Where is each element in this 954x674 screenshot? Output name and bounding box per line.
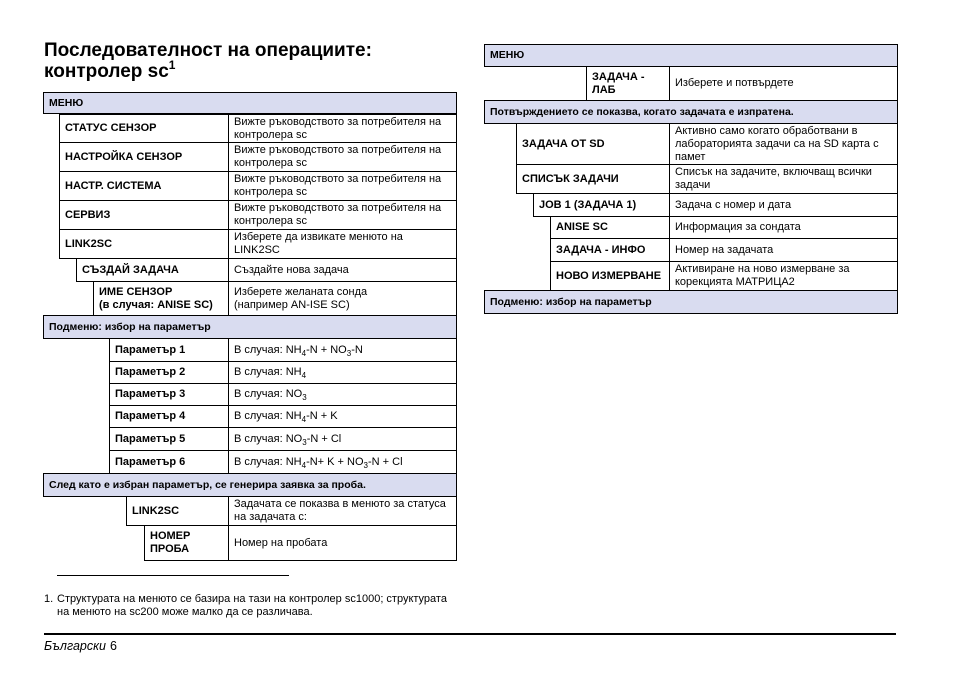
footnote-number: 1. <box>44 593 54 605</box>
new-measurement-desc: Активиране на ново измерване за корекцията МАТРИЦА2 <box>669 261 898 291</box>
menu-desc-sensor-setup: Вижте ръководството за потребителя на контролера sc <box>228 142 457 172</box>
confirm-header: Потвърждението се показва, когато задачата е изпратена. <box>484 100 898 124</box>
menu-item-link2sc: LINK2SC <box>59 229 229 259</box>
page-footer <box>44 639 117 653</box>
task-info-desc: Номер на задачата <box>669 238 898 262</box>
param-3-value: В случая: $NO_3$ <box>228 383 457 406</box>
footer-language: Български <box>44 639 106 653</box>
footer-rule <box>44 633 896 635</box>
task-list-label: СПИСЪК ЗАДАЧИ <box>516 164 670 194</box>
menu-header: МЕНЮ <box>43 92 457 114</box>
anise-label: ANISE SC <box>550 216 670 239</box>
menu-desc-link2sc: Изберете да извикате менюто на LINK2SC <box>228 229 457 259</box>
right-menu-header: МЕНЮ <box>484 44 898 67</box>
task-sd-desc: Активно само когато обработвани в лабораторията задачи са на SD карта с памет <box>669 123 898 165</box>
link2sc-desc: Задачата се показва в менюто за статуса на задачата с: <box>228 496 457 526</box>
menu-desc-sensor-status: Вижте ръководството за потребителя на контролера sc <box>228 114 457 143</box>
after-selection-header: След като е избран параметър, се генерира заявка за проба. <box>43 473 457 497</box>
param-1-label: Параметър 1 <box>109 338 229 362</box>
page-title: Последователност на операциите: контролер $sc^1$ <box>44 40 372 82</box>
right-submenu-header: Подменю: избор на параметър <box>484 290 898 314</box>
param-6-label: Параметър 6 <box>109 450 229 474</box>
lab-task-desc: Изберете и потвърдете <box>669 66 898 101</box>
job1-label: JOB 1 (ЗАДАЧА 1) <box>533 193 670 217</box>
menu-item-sensor-setup: НАСТРОЙКА СЕНЗОР <box>59 142 229 172</box>
param-1-value: В случая: $NH_4-N + NO_3-N$ <box>228 338 457 362</box>
footnote-rule <box>57 575 289 576</box>
param-4-value: В случая: $NH_4-N + K$ <box>228 405 457 428</box>
param-5-label: Параметър 5 <box>109 427 229 451</box>
sample-number-label: НОМЕР ПРОБА <box>144 525 229 561</box>
menu-item-system-setup: НАСТР. СИСТЕМА <box>59 171 229 201</box>
param-2-label: Параметър 2 <box>109 361 229 384</box>
job1-desc: Задача с номер и дата <box>669 193 898 217</box>
menu-desc-sensor-name: Изберете желаната сонда (например AN-ISE SC) <box>228 281 457 316</box>
param-2-value: В случая: $NH_4$ <box>228 361 457 384</box>
submenu-header: Подменю: избор на параметър <box>43 315 457 339</box>
anise-desc: Информация за сондата <box>669 216 898 239</box>
task-list-desc: Списък на задачите, включващ всички задачи <box>669 164 898 194</box>
menu-desc-create-task: Създайте нова задача <box>228 258 457 282</box>
menu-desc-system-setup: Вижте ръководството за потребителя на контролера sc <box>228 171 457 201</box>
menu-item-create-task: СЪЗДАЙ ЗАДАЧА <box>76 258 229 282</box>
menu-item-service: СЕРВИЗ <box>59 200 229 230</box>
link2sc-label: LINK2SC <box>126 496 229 526</box>
param-4-label: Параметър 4 <box>109 405 229 428</box>
footnote-text: Структурата на менюто се базира на тази на контролер sc1000; структурата на менюто на sc200 може малко да се различава. <box>57 593 447 618</box>
menu-desc-service: Вижте ръководството за потребителя на контролера sc <box>228 200 457 230</box>
task-sd-label: ЗАДАЧА ОТ SD <box>516 123 670 165</box>
task-info-label: ЗАДАЧА - ИНФО <box>550 238 670 262</box>
param-3-label: Параметър 3 <box>109 383 229 406</box>
sample-number-desc: Номер на пробата <box>228 525 457 561</box>
new-measurement-label: НОВО ИЗМЕРВАНЕ <box>550 261 670 291</box>
menu-item-sensor-status: СТАТУС СЕНЗОР <box>59 114 229 143</box>
page-number: 6 <box>109 639 117 653</box>
lab-task-label: ЗАДАЧА - ЛАБ <box>586 66 670 101</box>
param-5-value: В случая: $NO_3-N + Cl$ <box>228 427 457 451</box>
footnote-mark: 1 <box>168 58 176 72</box>
param-6-value: В случая: $NH_4-N+ K + NO_3-N + Cl$ <box>228 450 457 474</box>
menu-item-sensor-name: ИМЕ СЕНЗОР (в случая: ANISE SC) <box>93 281 229 316</box>
